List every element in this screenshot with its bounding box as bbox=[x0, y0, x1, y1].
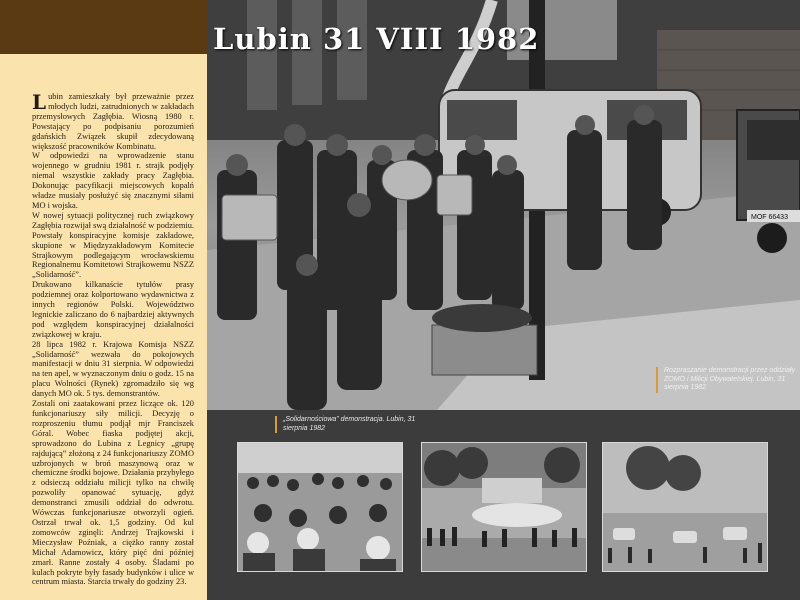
text-column bbox=[0, 54, 207, 600]
main-photo-illustration bbox=[207, 0, 800, 410]
square-illustration bbox=[422, 443, 586, 571]
truck-plate: MOF 66433 bbox=[751, 214, 788, 221]
drop-cap: L bbox=[32, 90, 47, 114]
page-title: Lubin 31 VIII 1982 bbox=[213, 22, 540, 56]
main-photo-caption: Rozpraszanie demonstracji przez oddziały ZOMO i Milicji Obywatelskiej. Lubin, 31 sierpnia 1982 bbox=[656, 367, 800, 393]
thumbnail-square bbox=[421, 442, 587, 572]
paragraph-1 bbox=[32, 92, 194, 151]
paragraph-2: W odpowiedzi na wprowadzenie stanu wojennego w grudniu 1981 r. strajk podjęły niemal wszystkie zakłady pracy Zagłębia. Dokonując pacyfikacji miejscowych kopalń władze musiały posłużyć się znacznymi siłami MO i wojska. bbox=[32, 151, 194, 210]
thumbnail-street bbox=[602, 442, 768, 572]
paragraph-1-text: ubin zamieszkały był przeważnie przez młodych ludzi, zatrudnionych w zakładach przemysłowych Zagłębia. Wiosną 1980 r. Powstający po podpisaniu porozumień gdańskich Związek skupił zdecydowaną większość pracowników Kombinatu. bbox=[32, 92, 194, 151]
crowd-illustration bbox=[238, 443, 402, 571]
paragraph-3: W nowej sytuacji politycznej ruch związkowy Zagłębia rozwijał swą działalność w podziemiu. Powstały konspiracyjne komisje zakładowe, skupione w Międzyzakładowym Komitecie Strajkowym podlegającym wrocławskiemu Regionalnemu Komitetowi Strajkowemu NSZZ „Solidarność”. bbox=[32, 210, 194, 280]
article-body bbox=[32, 92, 194, 587]
paragraph-4: Drukowano kilkanaście tytułów prasy podziemnej oraz kolportowano wydawnictwa z innych regionów Polski. Województwo legnickie zaliczano do 6 najbardziej aktywnych pod względem konspiracyjnej działalności związkowej w kraju. bbox=[32, 280, 194, 339]
paragraph-6: Zostali oni zaatakowani przez liczące ok. 120 funkcjonariuszy siły milicji. Decyzję o rozproszeniu tłumu podjął mjr Franciszek Góral. Wobec fiaska podjętej akcji, sprowadzono do Lubina z Legnicy „grupę rajdującą” złożoną z 24 funkcjonariuszy ZOMO uzbrojonych w broń maszynową oraz w chemiczne środki bojowe. Działania przybyłego z odsieczą oddziału milicji tylko na chwilę pozwoliły opanować sytuację, gdyż demonstranci zmusili oddział do odwrotu. Wówczas funkcjonariusze otworzyli ogień. Ostrzał trwał ok. 1,5 godziny. Od kul zomowców zginęli: Andrzej Trajkowski i Mieczysław Poźniak, a ciężko ranny został Michał Adamowicz, który pięć dni później zmarł. Ranne zostały 4 osoby. Śladami po kulach pokryte były fasady budynków i ulice w centrum miasta. Starcia trwały do godziny 23. bbox=[32, 399, 194, 587]
thumbnail-crowd bbox=[237, 442, 403, 572]
street-illustration bbox=[603, 443, 767, 571]
main-photo bbox=[207, 0, 800, 410]
paragraph-5: 28 lipca 1982 r. Krajowa Komisja NSZZ „Solidarność” wezwała do pokojowych manifestacji w dniu 31 sierpnia. W odpowiedzi na ten apel, w wyznaczonym dniu o godz. 15 na placu Wolności (Rynek) zgromadziło się wg danych MO ok. 5 tys. demonstrantów. bbox=[32, 339, 194, 399]
sub-photo-caption: „Solidarnościowa” demonstracja. Lubin, 31 sierpnia 1982 bbox=[275, 416, 433, 433]
